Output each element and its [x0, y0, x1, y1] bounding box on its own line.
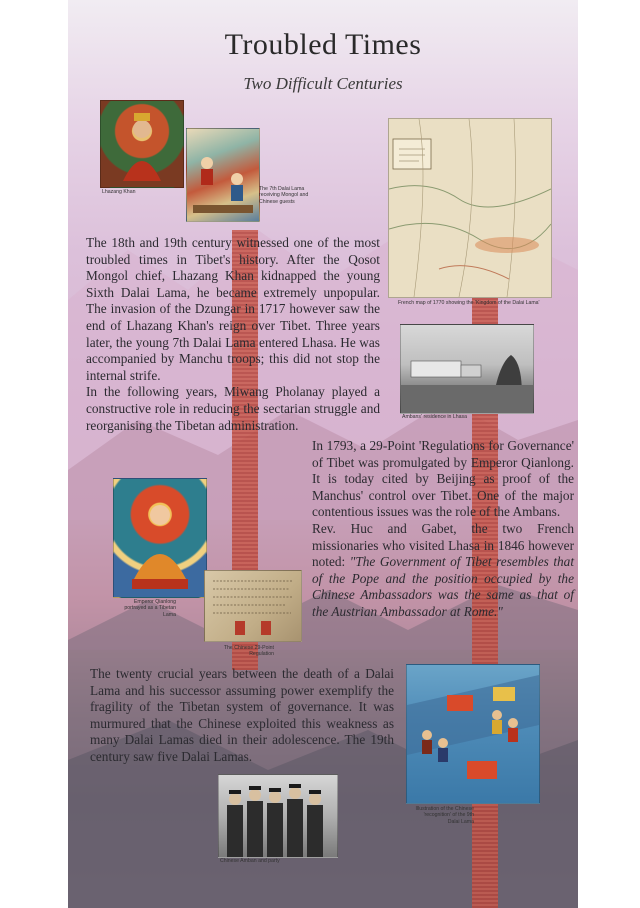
caption-amban-party: Chinese Amban and party: [220, 858, 280, 864]
seventh-dalai-lama-painting: [186, 128, 260, 222]
text-block-1: [86, 235, 380, 434]
paragraph-2: In the following years, Miwang Pholanay played a constructive role in reducing the sectarian struggle and reorganising the Tibetan administration.: [86, 384, 380, 433]
ceremony-scene-icon: [407, 665, 539, 803]
buildings-icon: [401, 325, 533, 413]
poster: [68, 0, 578, 908]
paragraph-4: [312, 521, 574, 621]
amban-residence-photo: [400, 324, 534, 414]
caption-amban-residence: Ambans' residence in Lhasa: [402, 414, 468, 420]
caption-lhazang-khan: Lhazang Khan: [102, 189, 136, 195]
qianlong-thangka: [113, 478, 207, 598]
document-script-icon: [205, 571, 301, 641]
french-map: [388, 118, 552, 298]
text-block-3: [90, 666, 394, 766]
page-subtitle: Two Difficult Centuries: [243, 74, 403, 93]
caption-french-map: French map of 1770 showing the 'Kingdom of the Dalai Lama': [398, 300, 540, 306]
court-scene-icon: [187, 129, 259, 221]
emperor-figure-icon: [114, 479, 206, 597]
caption-qianlong: Emperor Qianlong portrayed as a Tibetan Lama: [124, 599, 176, 618]
group-portrait-icon: [219, 775, 337, 857]
paragraph-4-intro: Rev. Huc and Gabet, the two French missionaries who visited Lhasa in 1846 however noted:: [312, 520, 574, 570]
map-lines-icon: [389, 119, 551, 297]
text-block-2: [312, 438, 574, 621]
lhazang-khan-painting: [100, 100, 184, 188]
ninth-dalai-lama-illustration: [406, 664, 540, 804]
paragraph-5: The twenty crucial years between the death of a Dalai Lama and his successor assuming power exemplify the fragility of the Tibetan system of governance. It was murmured that the Chinese exploited this weakness as many Dalai Lamas died in their adolescence. The 19th century saw five Dalai Lamas.: [90, 666, 394, 764]
huc-gabet-quote: "The Government of Tibet resembles that of the Pope and the position occupied by the Chinese Ambassadors was the same as that of the Austrian Ambassador at Rome.": [312, 554, 575, 619]
caption-ninth-dalai-lama: Illustration of the Chinese 'recognition' of the 9th Dalai Lama: [415, 806, 474, 825]
amban-party-photo: [218, 774, 338, 858]
regulation-document: [204, 570, 302, 642]
paragraph-1: The 18th and 19th century witnessed one of the most troubled times in Tibet's history. After the Qosot Mongol chief, Lhazang Khan kidnapped the young Sixth Dalai Lama, he became extremely unpopular. The invasion of the Dzungar in 1717 however saw the end of Lhazang Khan's reign over Tibet. Three years later, the young 7th Dalai Lama entered Lhasa. He was accompanied by Manchu troops; this did not stop the internal strife.: [86, 235, 380, 383]
lama-figure-icon: [101, 101, 183, 187]
caption-regulation: The Chinese 29-Point Regulation: [223, 645, 274, 658]
paragraph-3: In 1793, a 29-Point 'Regulations for Governance' of Tibet was promulgated by Emperor Qianlong. It is today cited by Beijing as proof of the Manchus' control over Tibet. One of the major contentious issues was the role of the Ambans.: [312, 438, 574, 520]
caption-seventh-dalai-lama: The 7th Dalai Lama receiving Mongol and Chinese guests: [259, 186, 309, 205]
page-title: Troubled Times: [224, 28, 422, 61]
